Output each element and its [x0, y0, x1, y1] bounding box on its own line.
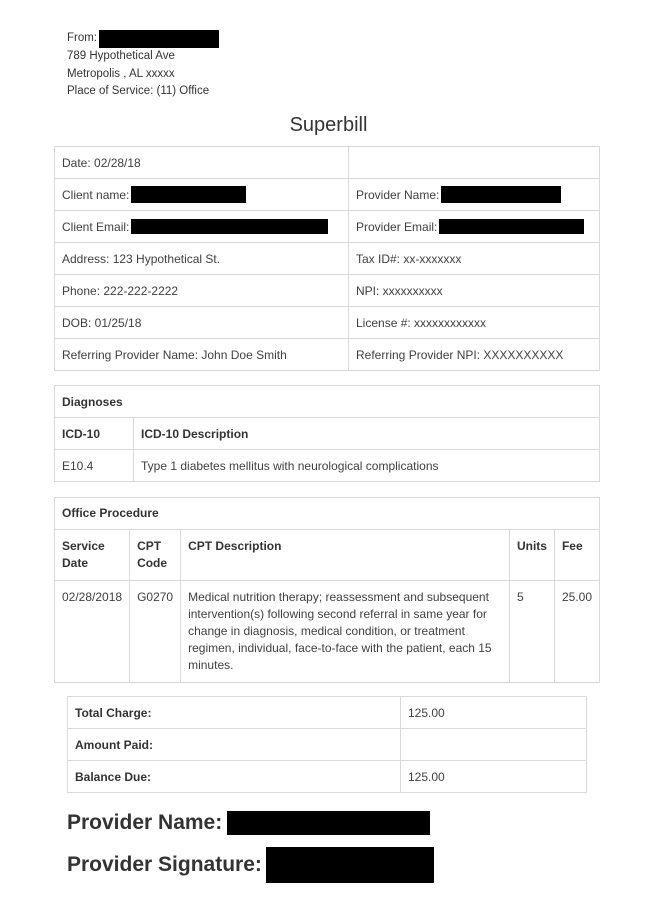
place-of-service: Place of Service: (11) Office [67, 85, 210, 97]
from-label: From: [67, 32, 98, 45]
client-email-label: Client Email: [62, 219, 130, 234]
icd10-header: ICD-10 [55, 418, 134, 450]
provider-email-label: Provider Email: [356, 219, 438, 234]
table-row [55, 450, 600, 482]
client-name-label: Client name: [62, 187, 130, 202]
units-header: Units [509, 530, 554, 581]
provider-name-sig-label: Provider Name: [67, 811, 223, 834]
date-cell: Date: 02/28/18 [55, 147, 349, 179]
balance-due-label: Balance Due: [68, 761, 401, 793]
cpt-code-header: CPT Code [130, 530, 181, 581]
phone-cell: Phone: 222-222-2222 [55, 275, 349, 307]
provider-signature-line [67, 847, 434, 883]
table-row [55, 498, 600, 530]
cpt-code-cell: G0270 [130, 581, 181, 683]
totals-table [67, 696, 587, 793]
amount-paid-value [401, 729, 587, 761]
referring-provider-name-cell: Referring Provider Name: John Doe Smith [55, 339, 349, 371]
amount-paid-label: Amount Paid: [68, 729, 401, 761]
tax-id-cell: Tax ID#: xx-xxxxxxx [349, 243, 600, 275]
diagnoses-table [54, 385, 600, 482]
address-line-1: 789 Hypothetical Ave [67, 50, 175, 62]
from-block [67, 30, 219, 101]
table-row [68, 697, 587, 729]
redacted-provider-name [441, 186, 561, 203]
license-cell: License #: xxxxxxxxxxxx [349, 307, 600, 339]
cpt-description-header: CPT Description [181, 530, 510, 581]
table-row [55, 179, 600, 211]
client-email-cell [55, 211, 349, 243]
redacted-provider-signature [266, 847, 434, 883]
cpt-description-cell: Medical nutrition therapy; reassessment and subsequent intervention(s) following second referral in same year for change in diagnosis, medical condition, or treatment regimen, individual, face-to-face with the patient, each 15 minutes. [181, 581, 510, 683]
table-row [55, 339, 600, 371]
table-row [55, 275, 600, 307]
procedure-title: Office Procedure [55, 498, 600, 530]
table-row [68, 729, 587, 761]
units-cell: 5 [509, 581, 554, 683]
referring-provider-npi-cell: Referring Provider NPI: XXXXXXXXXX [349, 339, 600, 371]
table-row [55, 581, 600, 683]
table-header-row [55, 530, 600, 581]
empty-cell [349, 147, 600, 179]
provider-name-cell [349, 179, 600, 211]
provider-name-label: Provider Name: [356, 187, 440, 202]
client-name-cell [55, 179, 349, 211]
service-date-cell: 02/28/2018 [55, 581, 130, 683]
fee-cell: 25.00 [554, 581, 599, 683]
table-row [55, 211, 600, 243]
fee-header: Fee [554, 530, 599, 581]
dob-cell: DOB: 01/25/18 [55, 307, 349, 339]
total-charge-label: Total Charge: [68, 697, 401, 729]
table-row [55, 307, 600, 339]
table-row [55, 243, 600, 275]
redacted-provider-email [439, 219, 584, 234]
provider-signature-label: Provider Signature: [67, 853, 262, 876]
icd10-description-cell: Type 1 diabetes mellitus with neurological complications [134, 450, 600, 482]
diagnoses-title: Diagnoses [55, 386, 600, 418]
provider-email-cell [349, 211, 600, 243]
address-cell: Address: 123 Hypothetical St. [55, 243, 349, 275]
page-title: Superbill [289, 114, 368, 136]
office-procedure-table [54, 497, 600, 683]
from-line [67, 30, 219, 48]
balance-due-value: 125.00 [401, 761, 587, 793]
icd10-description-header: ICD-10 Description [134, 418, 600, 450]
client-provider-info-table [54, 146, 600, 371]
redacted-provider-name-signature [227, 811, 430, 835]
redacted-sender-name [99, 30, 219, 48]
redacted-client-email [131, 219, 328, 234]
table-header-row [55, 418, 600, 450]
table-row [55, 386, 600, 418]
table-row [55, 147, 600, 179]
address-line-2: Metropolis , AL xxxxx [67, 67, 175, 80]
provider-name-line [67, 811, 430, 835]
redacted-client-name [131, 186, 246, 203]
total-charge-value: 125.00 [401, 697, 587, 729]
npi-cell: NPI: xxxxxxxxxx [349, 275, 600, 307]
service-date-header: Service Date [55, 530, 130, 581]
icd10-code-cell: E10.4 [55, 450, 134, 482]
table-row [68, 761, 587, 793]
